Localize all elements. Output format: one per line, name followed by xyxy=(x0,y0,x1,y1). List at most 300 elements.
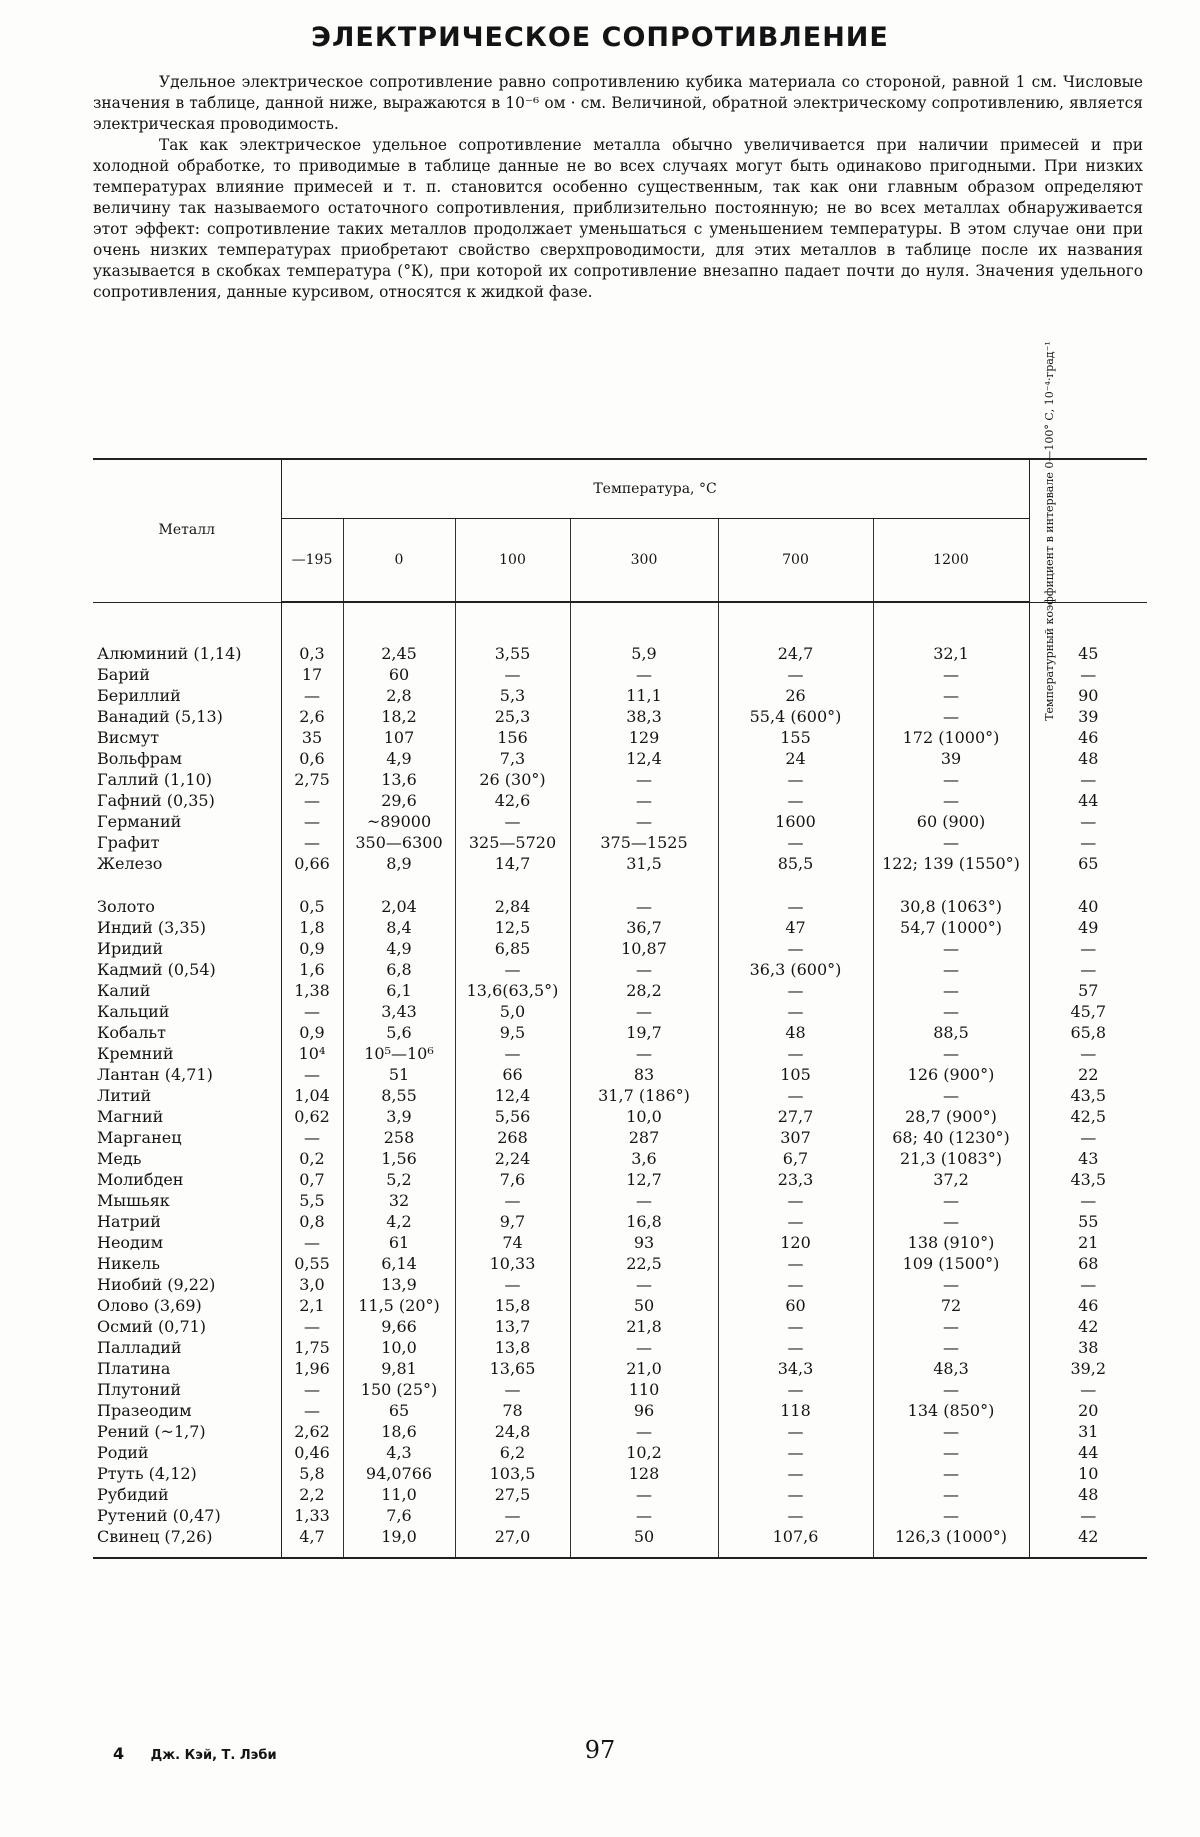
table-row xyxy=(93,1022,1147,1043)
cell-t0: 150 (25°) xyxy=(343,1379,455,1400)
cell-t1200: — xyxy=(873,1484,1029,1505)
cell-coef: 39 xyxy=(1029,706,1147,727)
metal-name: Марганец xyxy=(97,1128,182,1147)
table-row xyxy=(93,790,1147,811)
cell-coef: 44 xyxy=(1029,790,1147,811)
table-row xyxy=(93,1001,1147,1022)
metal-name: Ртуть (4,12) xyxy=(97,1464,197,1483)
metal-name: Ванадий (5,13) xyxy=(97,707,223,726)
cell-t1200: — xyxy=(873,1211,1029,1232)
cell-t0: 8,4 xyxy=(343,917,455,938)
cell-t100: — xyxy=(455,1274,570,1295)
cell-t0: 18,6 xyxy=(343,1421,455,1442)
cell-t100: — xyxy=(455,1190,570,1211)
table-row xyxy=(93,1295,1147,1316)
cell-t1200: — xyxy=(873,1463,1029,1484)
cell-t0: 10⁵—10⁶ xyxy=(343,1043,455,1064)
cell-t100: 6,2 xyxy=(455,1442,570,1463)
table-row xyxy=(93,1169,1147,1190)
cell-t100: 25,3 xyxy=(455,706,570,727)
cell-t300: — xyxy=(570,1505,718,1526)
cell-t0: 11,0 xyxy=(343,1484,455,1505)
metal-name: Кобальт xyxy=(97,1023,166,1042)
cell-t300: 36,7 xyxy=(570,917,718,938)
table-row xyxy=(93,1463,1147,1484)
cell-t100: 2,84 xyxy=(455,896,570,917)
cell-coef: 43,5 xyxy=(1029,1169,1147,1190)
cell-t-195: 0,2 xyxy=(281,1148,343,1169)
cell-t1200: 68; 40 (1230°) xyxy=(873,1127,1029,1148)
cell-t1200: 60 (900) xyxy=(873,811,1029,832)
metal-name: Бериллий xyxy=(97,686,181,705)
temperature-header: Температура, °С xyxy=(281,459,1029,519)
cell-t100: 14,7 xyxy=(455,853,570,874)
cell-t700: — xyxy=(718,664,873,685)
metal-name: Ниобий (9,22) xyxy=(97,1275,216,1294)
cell-t300: 5,9 xyxy=(570,602,718,664)
cell-t300: 129 xyxy=(570,727,718,748)
row-spacer xyxy=(93,874,1147,896)
cell-coef: 45,7 xyxy=(1029,1001,1147,1022)
cell-t1200: 122; 139 (1550°) xyxy=(873,853,1029,874)
table-row xyxy=(93,1253,1147,1274)
cell-t0: 2,04 xyxy=(343,896,455,917)
cell-coef: 10 xyxy=(1029,1463,1147,1484)
cell-t700: 107,6 xyxy=(718,1526,873,1547)
table-row xyxy=(93,853,1147,874)
cell-t300: 3,6 xyxy=(570,1148,718,1169)
cell-t-195: 0,62 xyxy=(281,1106,343,1127)
cell-t300: — xyxy=(570,1484,718,1505)
cell-t0: 6,14 xyxy=(343,1253,455,1274)
cell-t1200: — xyxy=(873,1316,1029,1337)
cell-t1200: — xyxy=(873,938,1029,959)
cell-t700: 120 xyxy=(718,1232,873,1253)
metal-name: Вольфрам xyxy=(97,749,183,768)
table-row xyxy=(93,748,1147,769)
cell-t0: 13,9 xyxy=(343,1274,455,1295)
cell-t300: 19,7 xyxy=(570,1022,718,1043)
cell-t100: — xyxy=(455,811,570,832)
cell-t700: — xyxy=(718,1442,873,1463)
cell-t100: 66 xyxy=(455,1064,570,1085)
cell-t300: 12,7 xyxy=(570,1169,718,1190)
temp-col-700: 700 xyxy=(718,519,873,603)
cell-t-195: — xyxy=(281,790,343,811)
cell-t0: 4,3 xyxy=(343,1442,455,1463)
cell-t-195: 5,5 xyxy=(281,1190,343,1211)
page-title: ЭЛЕКТРИЧЕСКОЕ СОПРОТИВЛЕНИЕ xyxy=(311,22,889,53)
cell-coef: 57 xyxy=(1029,980,1147,1001)
cell-t1200: — xyxy=(873,1442,1029,1463)
cell-coef: — xyxy=(1029,938,1147,959)
cell-t-195: 0,5 xyxy=(281,896,343,917)
cell-t700: — xyxy=(718,832,873,853)
cell-t-195: — xyxy=(281,1400,343,1421)
cell-t1200: 21,3 (1083°) xyxy=(873,1148,1029,1169)
cell-t1200: 134 (850°) xyxy=(873,1400,1029,1421)
cell-t700: — xyxy=(718,1274,873,1295)
metal-name: Родий xyxy=(97,1443,149,1462)
cell-t1200: 28,7 (900°) xyxy=(873,1106,1029,1127)
temp-col-minus195: —195 xyxy=(281,519,343,603)
metal-column-header: Металл xyxy=(93,459,281,602)
metal-name: Палладий xyxy=(97,1338,182,1357)
cell-t100: 26 (30°) xyxy=(455,769,570,790)
cell-t0: 65 xyxy=(343,1400,455,1421)
cell-t-195: 0,9 xyxy=(281,1022,343,1043)
cell-t0: 11,5 (20°) xyxy=(343,1295,455,1316)
cell-t0: 5,2 xyxy=(343,1169,455,1190)
cell-coef: 40 xyxy=(1029,896,1147,917)
cell-t1200: — xyxy=(873,790,1029,811)
cell-t300: 10,2 xyxy=(570,1442,718,1463)
cell-t300: 110 xyxy=(570,1379,718,1400)
cell-t700: — xyxy=(718,1337,873,1358)
cell-t300: 128 xyxy=(570,1463,718,1484)
cell-t100: 9,7 xyxy=(455,1211,570,1232)
cell-t-195: 1,75 xyxy=(281,1337,343,1358)
table-row xyxy=(93,1232,1147,1253)
metal-name: Свинец (7,26) xyxy=(97,1527,213,1546)
cell-t100: 74 xyxy=(455,1232,570,1253)
cell-t0: 8,55 xyxy=(343,1085,455,1106)
table-row xyxy=(93,1505,1147,1526)
table-row xyxy=(93,706,1147,727)
cell-t1200: 126 (900°) xyxy=(873,1064,1029,1085)
cell-t1200: 109 (1500°) xyxy=(873,1253,1029,1274)
cell-t300: 16,8 xyxy=(570,1211,718,1232)
cell-t700: 155 xyxy=(718,727,873,748)
cell-t-195: 1,6 xyxy=(281,959,343,980)
cell-t1200: — xyxy=(873,1379,1029,1400)
cell-t100: 42,6 xyxy=(455,790,570,811)
cell-t700: — xyxy=(718,896,873,917)
cell-t300: 50 xyxy=(570,1295,718,1316)
cell-t1200: 138 (910°) xyxy=(873,1232,1029,1253)
cell-coef: 22 xyxy=(1029,1064,1147,1085)
cell-t100: 2,24 xyxy=(455,1148,570,1169)
cell-t700: 48 xyxy=(718,1022,873,1043)
cell-t700: 6,7 xyxy=(718,1148,873,1169)
temp-col-300: 300 xyxy=(570,519,718,603)
cell-t700: — xyxy=(718,1253,873,1274)
cell-t700: 85,5 xyxy=(718,853,873,874)
cell-t700: 60 xyxy=(718,1295,873,1316)
table-row xyxy=(93,602,1147,664)
table-row xyxy=(93,1400,1147,1421)
table-row xyxy=(93,1085,1147,1106)
cell-t300: 28,2 xyxy=(570,980,718,1001)
cell-t700: — xyxy=(718,1085,873,1106)
cell-t700: — xyxy=(718,1001,873,1022)
cell-t100: 78 xyxy=(455,1400,570,1421)
cell-t100: 325—5720 xyxy=(455,832,570,853)
table-row xyxy=(93,832,1147,853)
cell-t700: 47 xyxy=(718,917,873,938)
cell-t300: 10,87 xyxy=(570,938,718,959)
cell-t0: 6,1 xyxy=(343,980,455,1001)
cell-t0: 8,9 xyxy=(343,853,455,874)
cell-t-195: 1,96 xyxy=(281,1358,343,1379)
cell-t100: 12,5 xyxy=(455,917,570,938)
cell-t-195: — xyxy=(281,1127,343,1148)
metal-name: Натрий xyxy=(97,1212,161,1231)
cell-coef: 49 xyxy=(1029,917,1147,938)
cell-t0: 19,0 xyxy=(343,1526,455,1547)
cell-t300: — xyxy=(570,1043,718,1064)
cell-t300: 31,5 xyxy=(570,853,718,874)
cell-t300: — xyxy=(570,1337,718,1358)
table-row xyxy=(93,1190,1147,1211)
cell-t300: — xyxy=(570,1190,718,1211)
cell-t-195: — xyxy=(281,1232,343,1253)
cell-t700: — xyxy=(718,1484,873,1505)
cell-coef: — xyxy=(1029,811,1147,832)
cell-t100: 12,4 xyxy=(455,1085,570,1106)
cell-t100: 27,5 xyxy=(455,1484,570,1505)
metal-name: Рений (~1,7) xyxy=(97,1422,206,1441)
cell-t300: 38,3 xyxy=(570,706,718,727)
temp-col-0: 0 xyxy=(343,519,455,603)
cell-t300: 287 xyxy=(570,1127,718,1148)
cell-t100: 27,0 xyxy=(455,1526,570,1547)
cell-t0: 94,0766 xyxy=(343,1463,455,1484)
cell-coef: — xyxy=(1029,1127,1147,1148)
intro-text xyxy=(93,72,1143,303)
metal-name: Плутоний xyxy=(97,1380,182,1399)
cell-coef: 65,8 xyxy=(1029,1022,1147,1043)
cell-t100: 5,0 xyxy=(455,1001,570,1022)
cell-t100: 7,3 xyxy=(455,748,570,769)
cell-t300: — xyxy=(570,664,718,685)
cell-t700: 307 xyxy=(718,1127,873,1148)
table-row xyxy=(93,1337,1147,1358)
cell-t-195: 35 xyxy=(281,727,343,748)
cell-t-195: 0,8 xyxy=(281,1211,343,1232)
metal-name: Кадмий (0,54) xyxy=(97,960,216,979)
metal-name: Железо xyxy=(97,854,163,873)
cell-t100: 103,5 xyxy=(455,1463,570,1484)
cell-t0: 4,9 xyxy=(343,938,455,959)
table-row xyxy=(93,938,1147,959)
cell-t300: — xyxy=(570,790,718,811)
metal-name: Лантан (4,71) xyxy=(97,1065,213,1084)
cell-t100: 13,6(63,5°) xyxy=(455,980,570,1001)
cell-t-195: — xyxy=(281,1064,343,1085)
cell-coef: 46 xyxy=(1029,727,1147,748)
cell-t1200: 39 xyxy=(873,748,1029,769)
cell-t1200: — xyxy=(873,832,1029,853)
cell-t-195: 0,55 xyxy=(281,1253,343,1274)
cell-t-195: 2,75 xyxy=(281,769,343,790)
cell-t0: 3,9 xyxy=(343,1106,455,1127)
cell-coef: — xyxy=(1029,1274,1147,1295)
cell-t1200: 37,2 xyxy=(873,1169,1029,1190)
cell-t-195: 2,1 xyxy=(281,1295,343,1316)
cell-t100: — xyxy=(455,664,570,685)
cell-t-195: 2,6 xyxy=(281,706,343,727)
cell-t100: 7,6 xyxy=(455,1169,570,1190)
table-row xyxy=(93,1379,1147,1400)
cell-coef: 31 xyxy=(1029,1421,1147,1442)
page-number: 97 xyxy=(584,1736,616,1764)
cell-t1200: — xyxy=(873,1421,1029,1442)
table-row xyxy=(93,1316,1147,1337)
cell-t300: 10,0 xyxy=(570,1106,718,1127)
cell-t700: 36,3 (600°) xyxy=(718,959,873,980)
cell-t0: 9,66 xyxy=(343,1316,455,1337)
cell-coef: — xyxy=(1029,664,1147,685)
cell-t1200: — xyxy=(873,1274,1029,1295)
cell-t-195: 2,2 xyxy=(281,1484,343,1505)
cell-t0: 4,2 xyxy=(343,1211,455,1232)
cell-t-195: 0,66 xyxy=(281,853,343,874)
cell-coef: 55 xyxy=(1029,1211,1147,1232)
metal-name: Платина xyxy=(97,1359,171,1378)
cell-t-195: 0,6 xyxy=(281,748,343,769)
metal-name: Кальций xyxy=(97,1002,170,1021)
cell-t100: 5,3 xyxy=(455,685,570,706)
cell-coef: 42 xyxy=(1029,1526,1147,1547)
cell-t300: — xyxy=(570,1274,718,1295)
cell-coef: 20 xyxy=(1029,1400,1147,1421)
cell-t300: 21,8 xyxy=(570,1316,718,1337)
table-row xyxy=(93,1421,1147,1442)
metal-name: Празеодим xyxy=(97,1401,192,1420)
table-row xyxy=(93,1127,1147,1148)
cell-t700: 55,4 (600°) xyxy=(718,706,873,727)
cell-t700: 118 xyxy=(718,1400,873,1421)
cell-t300: — xyxy=(570,1421,718,1442)
metal-name: Барий xyxy=(97,665,150,684)
cell-t100: — xyxy=(455,959,570,980)
table-row xyxy=(93,727,1147,748)
cell-t1200: 126,3 (1000°) xyxy=(873,1526,1029,1547)
cell-t1200: — xyxy=(873,685,1029,706)
metal-name: Золото xyxy=(97,897,155,916)
cell-t1200: — xyxy=(873,959,1029,980)
cell-t700: 24 xyxy=(718,748,873,769)
cell-t700: — xyxy=(718,1190,873,1211)
cell-t-195: — xyxy=(281,1316,343,1337)
cell-t700: — xyxy=(718,1379,873,1400)
cell-coef: 48 xyxy=(1029,748,1147,769)
cell-t0: 32 xyxy=(343,1190,455,1211)
cell-t1200: — xyxy=(873,1043,1029,1064)
cell-t0: 13,6 xyxy=(343,769,455,790)
cell-t0: 2,8 xyxy=(343,685,455,706)
metal-name: Олово (3,69) xyxy=(97,1296,202,1315)
metal-name: Рубидий xyxy=(97,1485,169,1504)
cell-t-195: 17 xyxy=(281,664,343,685)
cell-coef: — xyxy=(1029,959,1147,980)
cell-t100: 6,85 xyxy=(455,938,570,959)
table-bottom-rule xyxy=(93,1547,1147,1558)
cell-t-195: 0,3 xyxy=(281,602,343,664)
cell-t700: — xyxy=(718,1316,873,1337)
cell-t0: 29,6 xyxy=(343,790,455,811)
metal-name: Калий xyxy=(97,981,151,1000)
cell-t1200: 32,1 xyxy=(873,602,1029,664)
cell-coef: — xyxy=(1029,1379,1147,1400)
cell-coef: — xyxy=(1029,1190,1147,1211)
intro-paragraph-1: Удельное электрическое сопротивление равно сопротивлению кубика материала со стороной, равной 1 см. Числовые значения в таблице, данной ниже, выражаются в 10⁻⁶ ом · см. Величиной, обратной электрическому сопротивлению, является электрическая проводимость. xyxy=(93,73,1143,133)
cell-t100: 13,8 xyxy=(455,1337,570,1358)
temp-col-1200: 1200 xyxy=(873,519,1029,603)
cell-t300: 11,1 xyxy=(570,685,718,706)
cell-t0: 107 xyxy=(343,727,455,748)
cell-t300: — xyxy=(570,1001,718,1022)
cell-t-195: 0,7 xyxy=(281,1169,343,1190)
cell-coef: 43 xyxy=(1029,1148,1147,1169)
cell-t1200: 172 (1000°) xyxy=(873,727,1029,748)
table-row xyxy=(93,1526,1147,1547)
cell-t300: 12,4 xyxy=(570,748,718,769)
cell-t-195: — xyxy=(281,1001,343,1022)
metal-name: Индий (3,35) xyxy=(97,918,206,937)
cell-t100: 13,7 xyxy=(455,1316,570,1337)
cell-t1200: — xyxy=(873,1190,1029,1211)
cell-coef: 45 xyxy=(1029,602,1147,664)
cell-t-195: — xyxy=(281,685,343,706)
sheet-number: 4 xyxy=(113,1744,125,1763)
cell-t1200: — xyxy=(873,1001,1029,1022)
cell-t1200: 54,7 (1000°) xyxy=(873,917,1029,938)
metal-name: Осмий (0,71) xyxy=(97,1317,207,1336)
cell-t1200: — xyxy=(873,769,1029,790)
cell-coef: 21 xyxy=(1029,1232,1147,1253)
metal-name: Гафний (0,35) xyxy=(97,791,215,810)
cell-t1200: 88,5 xyxy=(873,1022,1029,1043)
cell-t-195: 0,9 xyxy=(281,938,343,959)
cell-coef: 90 xyxy=(1029,685,1147,706)
cell-t0: 2,45 xyxy=(343,602,455,664)
cell-t1200: — xyxy=(873,1085,1029,1106)
cell-t300: — xyxy=(570,959,718,980)
cell-t0: 7,6 xyxy=(343,1505,455,1526)
cell-coef: — xyxy=(1029,1043,1147,1064)
table-row xyxy=(93,1211,1147,1232)
cell-t-195: 0,46 xyxy=(281,1442,343,1463)
cell-t700: — xyxy=(718,1505,873,1526)
cell-t0: 4,9 xyxy=(343,748,455,769)
cell-t700: — xyxy=(718,1043,873,1064)
table-row xyxy=(93,1442,1147,1463)
cell-coef: — xyxy=(1029,769,1147,790)
cell-t700: 27,7 xyxy=(718,1106,873,1127)
cell-t300: 22,5 xyxy=(570,1253,718,1274)
cell-t1200: — xyxy=(873,980,1029,1001)
table-row xyxy=(93,959,1147,980)
cell-t-195: 1,04 xyxy=(281,1085,343,1106)
cell-t0: 61 xyxy=(343,1232,455,1253)
table-row xyxy=(93,1484,1147,1505)
metal-name: Германий xyxy=(97,812,182,831)
table-row xyxy=(93,980,1147,1001)
cell-t0: 258 xyxy=(343,1127,455,1148)
cell-t300: — xyxy=(570,811,718,832)
cell-t-195: 1,38 xyxy=(281,980,343,1001)
cell-t300: — xyxy=(570,769,718,790)
metal-name: Молибден xyxy=(97,1170,184,1189)
table-row xyxy=(93,917,1147,938)
cell-t300: 31,7 (186°) xyxy=(570,1085,718,1106)
resistivity-table xyxy=(93,340,1147,1559)
footer-authors: Дж. Кэй, Т. Лэби xyxy=(150,1748,277,1763)
metal-name: Рутений (0,47) xyxy=(97,1506,221,1525)
cell-t300: — xyxy=(570,896,718,917)
